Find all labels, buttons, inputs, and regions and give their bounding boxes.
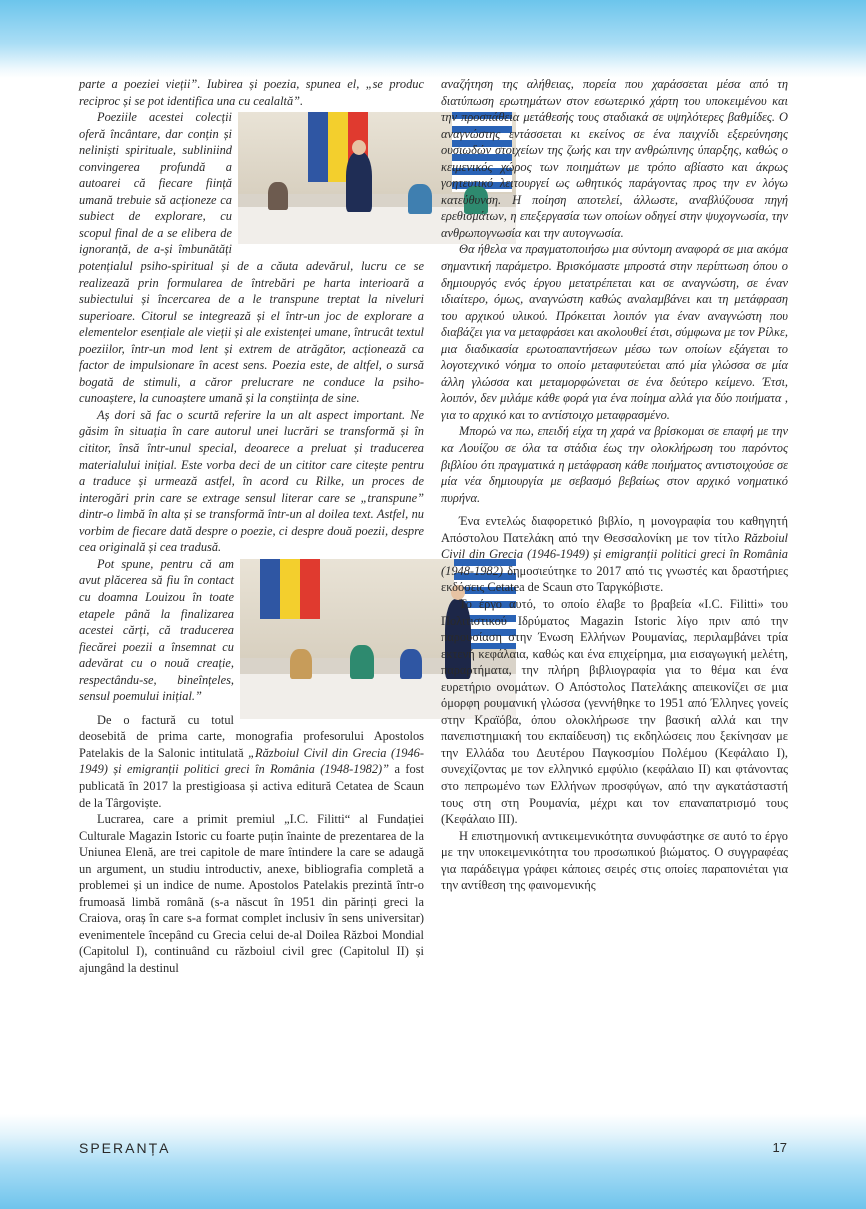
paragraph: Θα ήθελα να πραγματοποιήσω μια σύντομη αναφορά σε μια ακόμα σημαντική παράμετρο. Βρισκόμαστε μπροστά στην περίπτωση όπου ο δημιουργός ενός έργου μετατρέπεται και σε αναγνώστη, σε έναν ιδιαίτερο, όμως, αναγνώστη καθώς αναλαμβάνει και τη μετάφραση του αρχικού υλικού. Πρόκειται λοιπόν για έναν αναγνώστη που διαβάζει για να μεταφράσει και ακολουθεί έτσι, σύμφωνα με τον Ρίλκε, μια διαδικασία ερωτοαπαντήσεων μέσω των οποίων εξάγεται το λογοτεχνικό νόημα το οποίο μεταφυτεύεται από μία γλώσσα σε μία άλλη γλώσσα και μεταμορφώνεται σε ένα δεύτερο κείμενο. Έτσι, λοιπόν, δεν μιλάμε κάθε φορά για ένα ποίημα αλλά για δύο ποιήματα , για το αρχικό και το αντίστοιχο μεταφρασμένο. [441, 242, 788, 422]
paragraph: Η επιστημονική αντικειμενικότητα συνυφάστηκε σε αυτό το έργο με την υποκειμενικότητα του προσωπικού βιώματος. Ο συγγραφέας για παράδειγμα γράφει κάποιες σειρές στις οποίες παραπονιέται για την αντίθεση της φαινομενικής [441, 828, 788, 893]
header-band [0, 0, 866, 78]
page-number: 17 [772, 1140, 787, 1155]
paragraph: De o factură cu totul deosebită de prima carte, monografia profesorului Apostolos Patelakis de la Salonic intitulată „Războiul Civil din Grecia (1946-1949) și emigranții politici greci în România (1948-1982)” a fost publicată în 2017 la prestigioasa și activa editură Cetatea de Scaun de la Târgoviște. [79, 712, 425, 810]
footer-band [0, 1114, 866, 1209]
paragraph: Aș dori să fac o scurtă referire la un alt aspect important. Ne găsim în situația în care autorul unei lucrări se transformă și în cititor, însă într-unul special, deoarece a preluat și traducerea materialului inițial. Este vorba deci de un cititor care citește pentru a traduce și urmează astfel, în acord cu Rilke, un proces de interogări prin care se extrage sensul literar care se „transpune” dintr-o limbă în alta și se transformă într-un al doilea text. Astfel, nu vorbim de fiecare dată despre o poezie, ci despre două poezii, despre cea originală și cea tradusă. [79, 407, 424, 555]
paragraph: αναζήτηση της αλήθειας, πορεία που χαράσσεται μέσα από τη διατύπωση ερωτημάτων στον εσωτερικό χάρτη του υποκειμένου και την προσπάθεια μετάθεσής τους σταδιακά σε υψηλότερες βαθμίδες. Ο αναγνώστης εντάσσεται κι εκείνος σε ένα παιχνίδι εξερεύνησης ουσιωδών στοιχείων της ζωής και την ανθρώπινης ύπαρξης, καθώς ο κειμενικός χώρος των ποιημάτων με τρόπο αβίαστο και άκρως γοητευτικό λειτουργεί ως ωθητικός παράγοντας προς την εν λόγω κατεύθυνση. Η ποίηση αποτελεί, άλλωστε, αναβλύζουσα πηγή ερεθισμάτων, η επεξεργασία των οποίων οδηγεί στην ψυχογνωσία, την ανθρωπογνωσία και την αυτογνωσία. [441, 77, 788, 240]
paragraph: Ένα εντελώς διαφορετικό βιβλίο, η μονογραφία του καθηγητή Απόστολου Πατελάκη από την Θεσσαλονίκη με τον τίτλο Războiul Civil din Grecia (1946-1949) și emigranții politici greci în România (1948-1982) δημοσιεύτηκε το 2017 από τις γνωστές και δραστήριες εκδόσεις Cetatea de Scaun στο Ταργκόβιστε. [441, 514, 788, 595]
paragraph: Lucrarea, care a primit premiul „I.C. Filitti“ al Fundației Culturale Magazin Istoric cu foarte puțin înainte de prezentarea de la Uniunea Elenă, are trei capitole de mare întindere la care se adaugă un argument, un studiu introductiv, anexe, bibliografia completă a problemei și un indice de nume. Apostolos Patelakis prezintă într-o frumoasă limbă română (s-a născut în 1951 din părinți greci la Craiova, oraș în care s-a format complet inclusiv în sens universitar) evenimentele începând cu Grecia celui de-al Doilea Război Mondial (Capitolul I), continuând cu războiul civil grec (Capitolul II) și ajungând la destinul [79, 812, 424, 975]
right-column [441, 76, 788, 894]
left-column [79, 76, 424, 977]
paragraph: Το έργο αυτό, το οποίο έλαβε το βραβεία «I.C. Filitti» του Πολιτιστικού Ιδρύματος Magazin Istoric λίγο πριν από την παρουσίαση στην Ένωση Ελλήνων Ρουμανίας, περιλαμβάνει τρία εκτενή κεφάλαια, καθώς και ένα επιχείρημα, μια εισαγωγική μελέτη, παραρτήματα, την πλήρη βιβλιογραφία για το θέμα και ένα ευρετήριο ονομάτων. Ο Απόστολος Πατελάκης απεικονίζει σε μια όμορφη ρουμανική γλώσσα (γεννήθηκε το 1951 από Έλληνες γονείς στην Κραϊόβα, όπου ολοκλήρωσε την βασική αλλά και την πανεπιστημιακή του εκπαίδευση) τις εκδηλώσεις που ξεκίνησαν με την Ελλάδα του Δευτέρου Παγκοσμίου Πολέμου (Κεφάλαιο I), συνεχίζοντας με τον ελληνικό εμφύλιο (κεφάλαιο II) και φτάνοντας στο πεπρωμένο των Ελλήνων προσφύγων, από την αγκατάσταστή τους στη στη Ρουμανία, μέχρι και τον επαναπατρισμό τους (Κεφάλαιο III). [441, 596, 788, 827]
paragraph: parte a poeziei vieții”. Iubirea și poezia, spunea el, „se produc reciproc și se pot identifica una cu cealaltă”. [79, 77, 424, 108]
paragraph: Pot spune, pentru că am avut plăcerea să fiu în contact cu doamna Louizou în toate etapele până la finalizarea acestei cărți, că traducerea fiecărei poezii a însemnat cu adevărat cu o nouă creație, respectându-se, bineînțeles, sensul poemului inițial.” [79, 556, 424, 705]
magazine-name: SPERANȚA [79, 1140, 171, 1156]
paragraph: Poeziile acestei colecții oferă încântare, dar conțin și neliniști spirituale, subliniind convingerea profundă a autoarei că fiecare ființă umană trebuie să acționeze ca subiect de explorare, cu scopul final de a se elibera de ignoranță, de a-și îmbunătăți potențialul psiho-spiritual și de a căuta adevărul, lucru ce se realizează prin formularea de întrebări pe harta interioară a subiectului și încercarea de a le transpune treptat la niveluri superioare. Citorul se integrează și el într-un joc de explorare a elementelor esențiale ale vieții și ale existenței umane, întrucât textul poeziilor, într-un mod lent și extrem de atrăgător, acționează ca factor de impulsionare în acest sens. Poezia este, de altfel, o sursă bogată de stimuli, a căror prelucrare ne conduce la psiho-cunoaștere, la cunoaștere umană și la conștiința de sine. [79, 109, 424, 407]
paragraph: Μπορώ να πω, επειδή είχα τη χαρά να βρίσκομαι σε επαφή με την κα Λουίζου σε όλα τα στάδια έως την ολοκλήρωση του παρόντος βιβλίου ότι πραγματικά η μετάφραση κάθε ποιήματος αντιστοιχούσε σε μία νέα δημιουργία με σεβασμό βεβαίως στον αρχικό νοηματικό πυρήνα. [441, 424, 788, 505]
